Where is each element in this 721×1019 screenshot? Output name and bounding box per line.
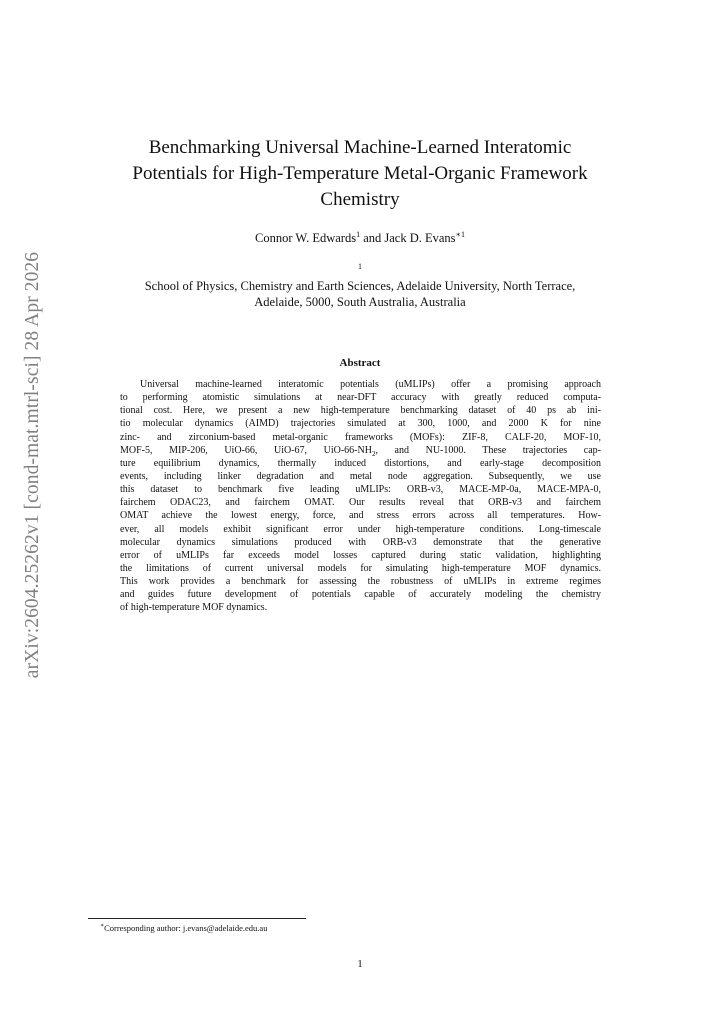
abstract-heading: Abstract [339, 357, 381, 369]
abstract-line: OMAT achieve the lowest energy, force, and stress errors across all temperatures. How- [120, 510, 601, 522]
arxiv-identifier-stamp: arXiv:2604.25262v1 [cond-mat.mtrl-sci] 28 Apr 2026 [22, 251, 43, 679]
abstract-line: tional cost. Here, we present a new high-temperature benchmarking dataset of 40 ps ab ini- [120, 405, 601, 417]
affiliation-mark: ∗1 [455, 229, 465, 239]
abstract-line: ture equilibrium dynamics, thermally induced distortions, and early-stage decomposition [120, 457, 601, 469]
abstract-line: tio molecular dynamics (AIMD) trajectories simulated at 300, 1000, and 2000 K for nine [120, 418, 601, 430]
abstract-line: error of uMLIPs far exceeds model losses captured during static validation, highlighting [120, 549, 601, 561]
abstract-line: this dataset to benchmark five leading uMLIPs: ORB-v3, MACE-MP-0a, MACE-MPA-0, [120, 484, 601, 496]
abstract-body [120, 378, 601, 615]
affiliation-text: School of Physics, Chemistry and Earth Sciences, Adelaide University, North Terrace, [144, 279, 576, 293]
author-name: Connor W. Edwards [255, 231, 357, 245]
footnote-divider [88, 918, 306, 919]
abstract-line: fairchem ODAC23, and fairchem OMAT. Our results reveal that ORB-v3 and fairchem [120, 497, 601, 509]
abstract-line-text: MOF-5, MIP-206, UiO-66, UiO-67, UiO-66-NH [120, 444, 372, 456]
affiliation-mark: 1 [358, 261, 362, 271]
page-number: 1 [357, 958, 363, 970]
abstract-line: of high-temperature MOF dynamics. [120, 602, 268, 614]
affiliation [80, 262, 640, 310]
paper-title [80, 135, 640, 213]
abstract-line: zinc- and zirconium-based metal-organic frameworks (MOFs): ZIF-8, CALF-20, MOF-10, [120, 431, 601, 443]
title-line-1: Benchmarking Universal Machine-Learned Interatomic [148, 137, 572, 158]
abstract-line [120, 444, 601, 457]
abstract-line: events, including linker degradation and metal node aggregation. Subsequently, we use [120, 470, 601, 482]
subscript: 2 [371, 449, 376, 458]
affiliation-line-2: Adelaide, 5000, South Australia, Australia [254, 295, 466, 309]
abstract-line: molecular dynamics simulations produced with ORB-v3 demonstrate that the generative [120, 536, 601, 548]
affiliation-mark: 1 [356, 229, 361, 239]
title-line-3: Chemistry [320, 189, 400, 210]
title-line-2: Potentials for High-Temperature Metal-Organic Framework [132, 163, 588, 184]
author-conjunction: and [360, 231, 385, 245]
abstract-line-text: , and NU-1000. These trajectories cap- [375, 444, 601, 456]
footnote-mark: ∗ [100, 923, 105, 930]
abstract-line: Universal machine-learned interatomic potentials (uMLIPs) offer a promising approach [140, 379, 601, 390]
abstract-line: to performing atomistic simulations at near-DFT accuracy with greatly reduced computa- [120, 392, 601, 404]
author-name: Jack D. Evans [384, 231, 456, 245]
footnote-text: Corresponding author: j.evans@adelaide.edu.au [104, 923, 268, 933]
abstract-line: ever, all models exhibit significant error under high-temperature conditions. Long-timescale [120, 523, 601, 535]
footnote [100, 923, 500, 934]
abstract-line: and guides future development of potentials capable of accurately modeling the chemistry [120, 589, 601, 601]
author-list [80, 230, 640, 246]
affiliation-line-1 [80, 262, 640, 294]
abstract-line: This work provides a benchmark for assessing the robustness of uMLIPs in extreme regimes [120, 576, 601, 588]
abstract-line: the limitations of current universal models for simulating high-temperature MOF dynamics. [120, 562, 601, 574]
